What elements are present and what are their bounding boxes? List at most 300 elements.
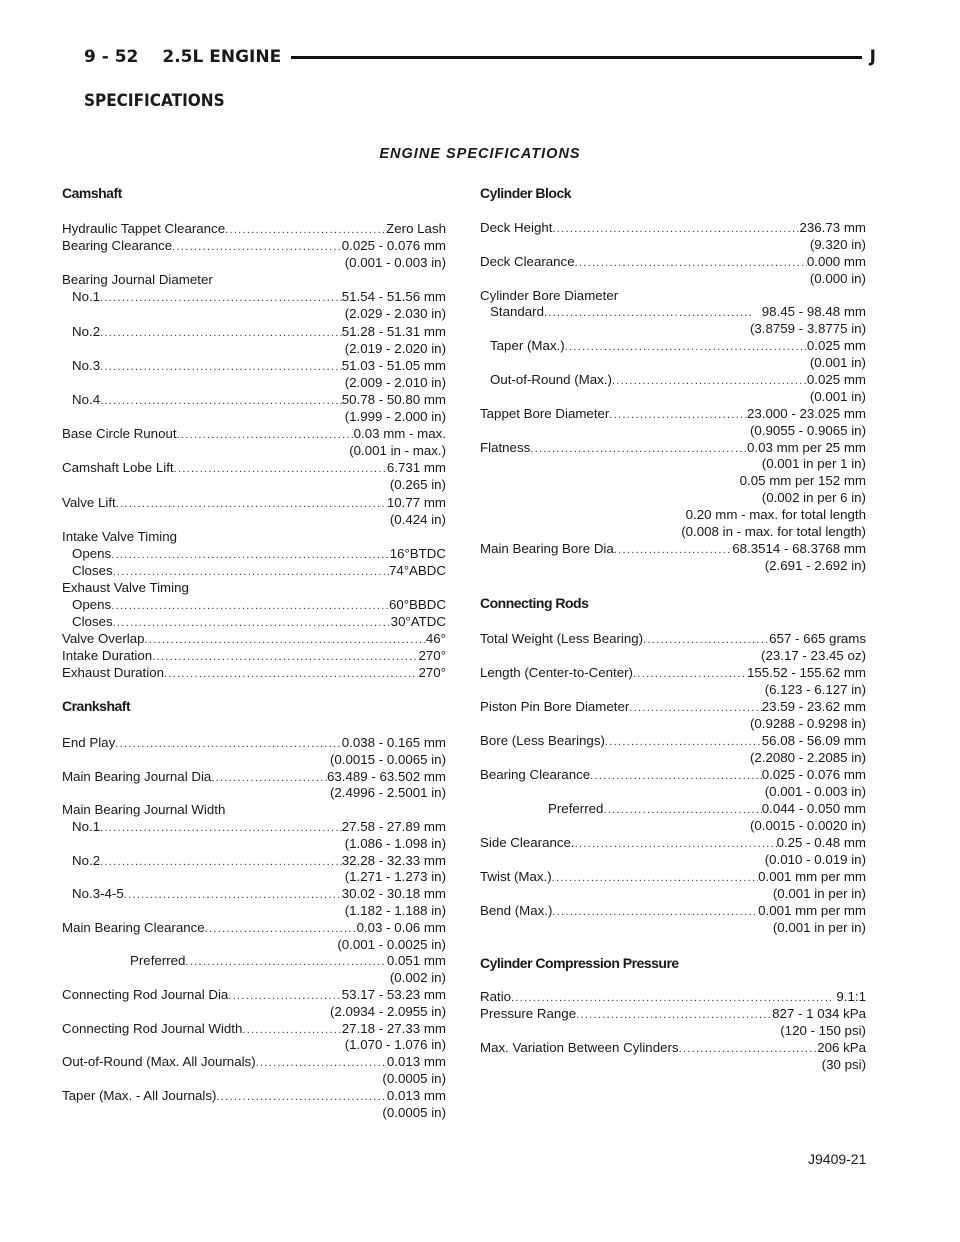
spec-row [62,836,446,853]
spec-row [480,664,866,681]
spec-row [480,749,866,766]
spec-value: (0.002 in per 6 in) [761,490,866,506]
spec-label: Max. Variation Between Cylinders [480,1040,679,1056]
spec-value: (0.000 in) [809,270,866,286]
dot-leader [164,666,418,681]
spec-value: 155.52 - 155.62 mm [746,665,866,680]
spec-row [62,288,446,305]
compression-specs [480,988,866,1073]
spec-label: Total Weight (Less Bearing) [480,631,644,646]
dot-leader [576,1007,772,1022]
dot-leader [116,496,387,511]
spec-value: (0.0005 in) [382,1070,446,1086]
dot-leader [575,836,777,851]
spec-label: Deck Height [480,220,553,235]
spec-label: No.3 [72,357,101,373]
spec-label: No.2 [72,852,101,868]
section-title-cylinder-block: Cylinder Block [480,185,572,201]
dot-leader [605,734,762,749]
spec-label: Deck Clearance [480,253,575,269]
spec-row [62,528,446,545]
spec-value: (0.001 in) [809,388,866,404]
spec-value: (120 - 150 psi) [780,1023,866,1039]
spec-value: 0.013 mm [386,1054,446,1070]
spec-label: No.1 [72,289,101,305]
spec-row [480,1005,866,1022]
spec-value: 0.025 mm [806,338,866,354]
spec-value: (0.001 in per in) [772,920,866,935]
spec-row [62,408,446,425]
dot-leader [565,339,807,355]
header-rule [291,56,861,59]
spec-label: End Play [62,735,116,750]
spec-value: 0.013 mm [386,1087,446,1103]
spec-label: Flatness [480,439,531,455]
spec-value: (0.424 in) [389,511,446,527]
dot-leader [113,615,391,630]
spec-value: 0.25 - 0.48 mm [776,835,866,850]
spec-label: Valve Overlap [62,631,145,647]
spec-row [480,440,866,457]
spec-label: Preferred [130,953,186,969]
spec-value: 60°BBDC [388,597,446,613]
spec-row [62,853,446,870]
spec-row [480,766,866,783]
spec-label: Valve Lift [62,494,116,510]
spec-value: Zero Lash [386,221,446,236]
spec-value: 51.03 - 51.05 mm [341,357,446,373]
spec-label: Opens [72,597,112,613]
spec-row [62,1004,446,1021]
spec-value: 53.17 - 53.23 mm [341,986,446,1002]
spec-row [62,254,446,271]
spec-value: (2.4996 - 2.5001 in) [329,785,446,801]
spec-row [62,769,446,786]
spec-row [480,271,866,288]
spec-row [62,305,446,322]
dot-leader [211,770,327,786]
edition-letter: J [869,47,876,67]
spec-row [62,442,446,459]
spec-value: 236.73 mm [799,220,866,235]
spec-row [62,647,446,664]
dot-leader [552,221,799,237]
spec-row [62,425,446,442]
spec-row [480,885,866,902]
dot-leader [100,359,342,374]
spec-label: Preferred [548,801,604,816]
spec-value: 657 - 665 grams [769,631,866,646]
dot-leader [185,954,386,970]
spec-value: 0.025 - 0.076 mm [761,767,866,782]
spec-row [62,1021,446,1038]
dot-leader [205,921,357,937]
spec-row [62,1105,446,1122]
spec-label: Taper (Max. - All Journals) [62,1087,217,1103]
spec-label: Exhaust Valve Timing [62,579,189,595]
spec-value: 0.03 - 0.06 mm [356,919,446,935]
spec-row [480,868,866,885]
spec-value: (0.001 in) [809,355,866,371]
section-title-connecting-rods: Connecting Rods [480,595,589,611]
dot-leader [511,990,833,1005]
spec-row [62,237,446,254]
dot-leader [552,870,758,885]
dot-leader [544,305,751,321]
spec-value: 0.038 - 0.165 mm [341,735,446,750]
spec-label: Connecting Rod Journal Dia [62,986,229,1002]
spec-row [480,321,866,338]
spec-value: 56.08 - 56.09 mm [761,733,866,748]
dot-leader [216,1089,386,1105]
spec-label: Bearing Journal Diameter [62,272,213,288]
spec-label: Closes [72,562,113,578]
spec-value: (0.008 in - max. for total length) [681,524,866,540]
spec-value: 0.044 - 0.050 mm [761,801,866,816]
spec-value: (1.271 - 1.273 in) [344,869,446,885]
spec-value: (0.0015 - 0.0020 in) [749,818,866,833]
spec-label: Piston Pin Bore Diameter [480,699,630,714]
dot-leader [228,988,341,1004]
spec-row [62,545,446,562]
page-number: 9 - 52 [84,47,139,67]
spec-row [480,1039,866,1056]
spec-row [62,476,446,493]
spec-row [62,953,446,970]
spec-row [62,220,446,237]
spec-row [480,456,866,473]
spec-label: Bearing Clearance [480,767,591,782]
spec-row [480,254,866,271]
spec-value: 30.02 - 30.18 mm [341,886,446,902]
cylinder-block-specs [480,220,866,575]
dot-leader [145,632,426,647]
spec-value: 0.001 mm per mm [758,869,866,884]
spec-value: (0.265 in) [389,477,446,493]
spec-value: 50.78 - 50.80 mm [341,391,446,407]
spec-row [62,920,446,937]
spec-label: Bend (Max.) [480,903,553,918]
spec-row [480,630,866,647]
dot-leader [100,854,342,870]
spec-value: 206 kPa [817,1040,866,1056]
spec-label: Side Clearance. [480,835,575,850]
spec-row [480,423,866,440]
section-name: 2.5L ENGINE [162,47,282,67]
spec-value: (6.123 - 6.127 in) [764,682,866,697]
spec-row [62,937,446,954]
section-title-camshaft: Camshaft [62,185,122,201]
spec-row [62,735,446,752]
spec-value: (1.070 - 1.076 in) [344,1037,446,1053]
spec-row [62,391,446,408]
spec-row [62,1037,446,1054]
spec-row [480,783,866,800]
spec-value: (2.009 - 2.010 in) [344,374,446,390]
spec-value: 6.731 mm [386,460,446,476]
spec-value: (0.001 in - max.) [349,443,446,459]
dot-leader [612,373,807,389]
spec-value: 270° [418,648,446,664]
spec-label: Twist (Max.) [480,869,552,884]
spec-row [480,817,866,834]
spec-row [480,338,866,355]
spec-value: (0.0005 in) [382,1104,446,1120]
spec-value: 270° [418,665,446,681]
spec-row [480,698,866,715]
spec-label: Hydraulic Tappet Clearance [62,221,226,236]
spec-value: 0.001 mm per mm [758,903,866,918]
dot-leader [256,1055,387,1071]
spec-value: 98.45 - 98.48 mm [750,304,866,320]
spec-row [62,987,446,1004]
crankshaft-specs [62,735,446,1121]
spec-row [480,681,866,698]
spec-value: 68.3514 - 68.3768 mm [732,540,866,556]
spec-value: (0.001 - 0.003 in) [764,784,866,799]
spec-value: 0.025 - 0.076 mm [341,238,446,254]
spec-row [480,288,866,305]
spec-row [62,357,446,374]
spec-row [62,869,446,886]
spec-value: 0.051 mm [386,953,446,969]
spec-label: Main Bearing Journal Width [62,802,226,818]
spec-value: (9.320 in) [809,236,866,252]
spec-row [480,237,866,254]
spec-label: Intake Duration [62,648,153,664]
dot-leader [152,649,418,664]
spec-label: No.4 [72,391,101,407]
spec-row [480,1056,866,1073]
connecting-rods-specs [480,630,866,936]
spec-value: (0.0015 - 0.0065 in) [329,751,446,767]
spec-row [480,851,866,868]
spec-value: (0.010 - 0.019 in) [764,852,866,867]
page-header [84,46,876,68]
spec-row [480,1022,866,1039]
spec-row [480,834,866,851]
spec-row [480,304,866,321]
spec-row [62,1054,446,1071]
spec-row [62,970,446,987]
spec-label: No.3-4-5 [72,886,124,902]
spec-label: Bearing Clearance [62,238,173,254]
spec-label: Out-of-Round (Max. All Journals) [62,1054,256,1070]
spec-label: Closes [72,614,113,630]
spec-value: (30 psi) [821,1057,866,1073]
spec-row [480,541,866,558]
spec-value: (1.182 - 1.188 in) [344,902,446,918]
spec-row [62,340,446,357]
spec-value: 0.05 mm per 152 mm [739,473,866,489]
dot-leader [603,802,761,817]
spec-label: No.1 [72,818,101,834]
spec-value: 10.77 mm [386,494,446,510]
spec-value: 51.28 - 51.31 mm [341,323,446,339]
spec-value: 0.03 mm - max. [353,426,446,442]
camshaft-specs [62,220,446,682]
spec-row [62,903,446,920]
spec-value: (0.001 - 0.0025 in) [337,936,446,952]
spec-value: (1.999 - 2.000 in) [344,409,446,425]
spec-label: Bore (Less Bearings) [480,733,605,748]
spec-label: Opens [72,545,112,561]
spec-row [62,613,446,630]
spec-value: 23.59 - 23.62 mm [761,699,866,714]
spec-value: (0.002 in) [389,970,446,986]
spec-label: No.2 [72,323,101,339]
spec-value: (2.019 - 2.020 in) [344,340,446,356]
dot-leader [174,461,387,476]
spec-row [62,752,446,769]
spec-row [62,271,446,288]
dot-leader [530,441,747,457]
spec-label: Out-of-Round (Max.) [490,372,612,388]
dot-leader [633,666,747,681]
spec-row [62,494,446,511]
dot-leader [124,887,342,903]
spec-value: 32.28 - 32.33 mm [341,852,446,868]
spec-value: (1.086 - 1.098 in) [344,835,446,851]
spec-row [62,596,446,613]
spec-label: Cylinder Bore Diameter [480,287,619,303]
spec-row [480,558,866,575]
dot-leader [242,1022,341,1038]
spec-row [62,511,446,528]
dot-leader [100,290,342,305]
spec-label: Standard [490,304,544,320]
dot-leader [100,325,342,340]
spec-value: (0.9288 - 0.9298 in) [749,716,866,731]
spec-row [480,800,866,817]
section-title-crankshaft: Crankshaft [62,698,131,714]
spec-row [480,715,866,732]
spec-row [480,220,866,237]
spec-row [480,372,866,389]
spec-row [62,819,446,836]
spec-value: 27.18 - 27.33 mm [341,1020,446,1036]
spec-value: 46° [425,631,446,647]
dot-leader [115,736,342,752]
dot-leader [100,393,342,408]
spec-value: (2.0934 - 2.0955 in) [329,1003,446,1019]
spec-value: (0.001 in per 1 in) [761,456,866,472]
spec-label: Connecting Rod Journal Width [62,1020,243,1036]
spec-row [62,323,446,340]
spec-value: 51.54 - 51.56 mm [341,289,446,305]
spec-row [480,988,866,1005]
spec-row [62,579,446,596]
spec-value: (0.9055 - 0.9065 in) [749,422,866,438]
dot-leader [100,820,342,836]
spec-label: Camshaft Lobe Lift [62,460,174,476]
spec-label: Pressure Range [480,1006,577,1022]
dot-leader [225,222,386,237]
spec-value: (2.029 - 2.030 in) [344,306,446,322]
figure-id: J9409-21 [808,1151,867,1167]
spec-row [480,473,866,490]
spec-label: Taper (Max.) [490,338,565,354]
spec-value: 0.025 mm [806,372,866,388]
spec-row [62,630,446,647]
spec-label: Ratio [480,989,512,1004]
spec-row [480,406,866,423]
dot-leader [590,768,762,783]
spec-value: 16°BTDC [389,545,446,561]
dot-leader [113,564,389,579]
spec-label: Length (Center-to-Center) [480,665,633,680]
spec-value: (0.001 - 0.003 in) [344,255,446,271]
spec-label: Tappet Bore Diameter [480,405,610,421]
spec-value: 30°ATDC [390,614,446,630]
dot-leader [643,632,769,647]
spec-value: 827 - 1 034 kPa [772,1006,866,1022]
spec-row [62,664,446,681]
page-heading: SPECIFICATIONS [84,91,225,111]
spec-row [62,459,446,476]
spec-value: (2.691 - 2.692 in) [764,557,866,573]
dot-leader [552,904,758,919]
spec-label: Main Bearing Journal Dia [62,768,212,784]
dot-leader [111,547,390,562]
spec-value: (2.2080 - 2.2085 in) [749,750,866,765]
spec-value: 74°ABDC [388,562,446,578]
spec-value: 0.000 mm [806,253,866,269]
spec-row [62,374,446,391]
spec-row [480,919,866,936]
spec-row [62,802,446,819]
dot-leader [177,427,354,442]
spec-value: 27.58 - 27.89 mm [341,818,446,834]
dot-leader [172,239,342,254]
spec-label: Intake Valve Timing [62,528,178,544]
spec-row [62,562,446,579]
spec-value: (23.17 - 23.45 oz) [761,648,866,663]
spec-row [62,886,446,903]
spec-value: (3.8759 - 3.8775 in) [749,321,866,337]
dot-leader [609,407,747,423]
spec-value: 23.000 - 23.025 mm [746,405,866,421]
spec-value: 0.03 mm per 25 mm [747,439,866,455]
spec-row [480,490,866,507]
table-title: ENGINE SPECIFICATIONS [379,146,581,162]
dot-leader [679,1041,818,1056]
dot-leader [575,255,807,271]
spec-row [480,355,866,372]
spec-row [480,524,866,541]
spec-value: 0.20 mm - max. for total length [685,507,866,523]
spec-row [480,732,866,749]
spec-label: Base Circle Runout [62,426,177,442]
spec-row [480,507,866,524]
spec-row [62,785,446,802]
spec-value: 63.489 - 63.502 mm [326,768,446,784]
spec-label: Main Bearing Clearance [62,919,205,935]
dot-leader [111,598,389,613]
spec-row [480,902,866,919]
dot-leader [614,542,732,558]
spec-value: 9.1:1 [832,989,866,1004]
dot-leader [629,700,761,715]
spec-label: Main Bearing Bore Dia [480,540,614,556]
spec-row [480,389,866,406]
spec-label: Exhaust Duration [62,665,164,681]
spec-row [62,1071,446,1088]
spec-row [62,1088,446,1105]
spec-value: (0.001 in per in) [772,886,866,901]
spec-row [480,647,866,664]
section-title-compression: Cylinder Compression Pressure [480,955,679,971]
